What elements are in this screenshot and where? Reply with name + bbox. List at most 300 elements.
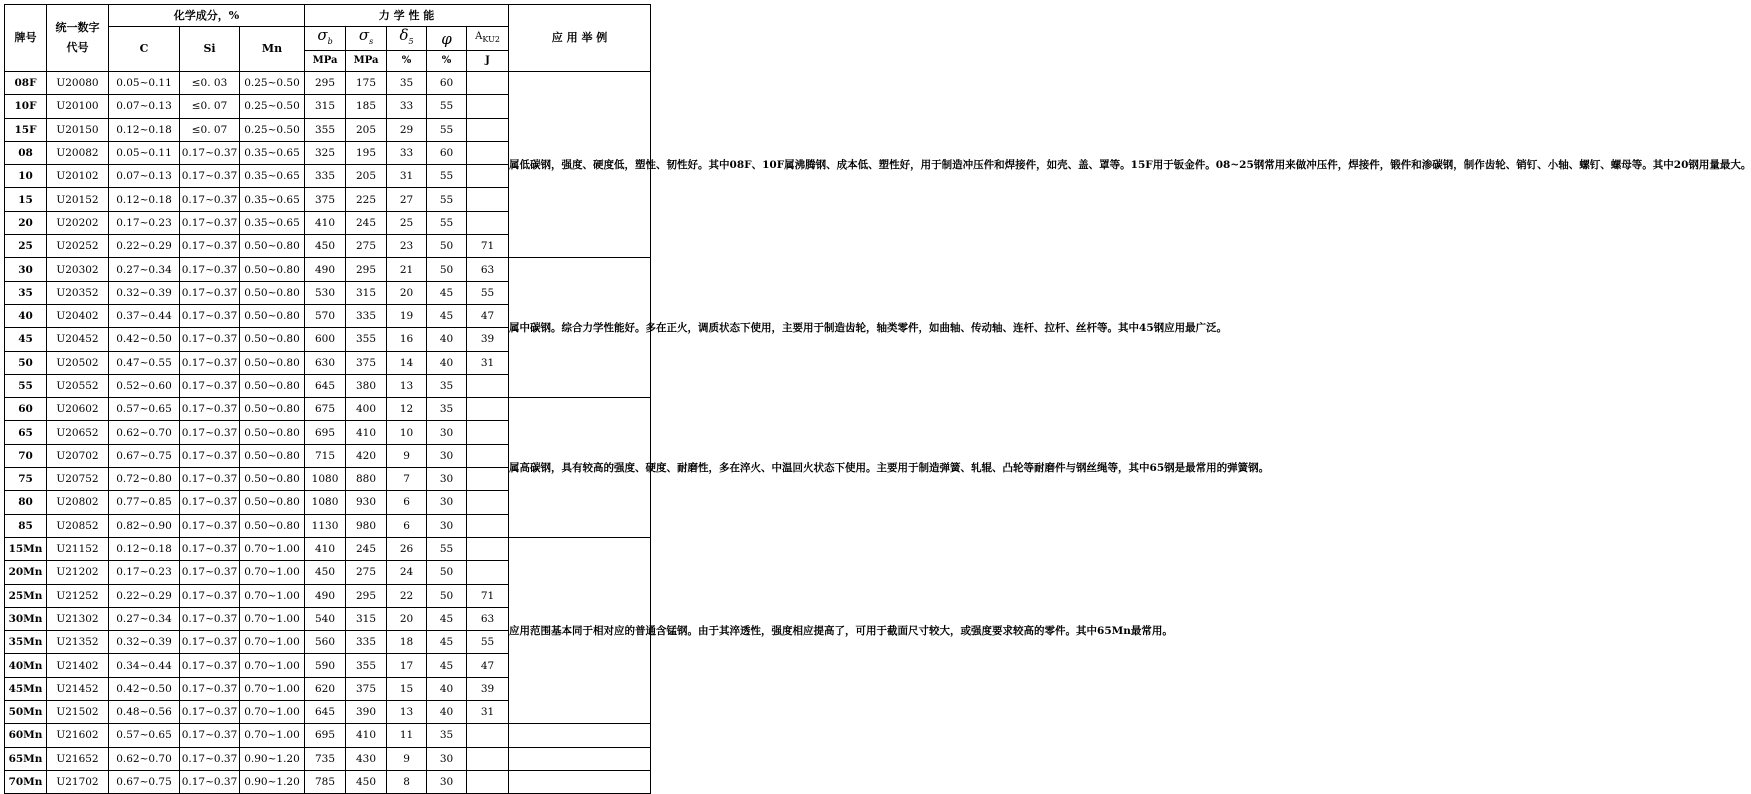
application-note: 应用范围基本同于相对应的普通含锰钢。由于其淬透性，强度相应提高了，可用于截面尺寸较大，或强度要求较高的零件。其中65Mn最常用。 (509, 537, 651, 723)
tensile-strength-cell: 1130 (305, 514, 346, 537)
grade-cell: 45 (5, 328, 47, 351)
elongation-cell: 6 (387, 514, 427, 537)
elongation-cell: 16 (387, 328, 427, 351)
carbon-cell: 0.37~0.44 (109, 304, 180, 327)
elongation-cell: 22 (387, 584, 427, 607)
carbon-cell: 0.07~0.13 (109, 95, 180, 118)
grade-cell: 08F (5, 72, 47, 95)
yield-strength-cell: 205 (346, 118, 387, 141)
elongation-cell: 24 (387, 561, 427, 584)
manganese-cell: 0.70~1.00 (240, 654, 305, 677)
reduction-of-area-cell: 55 (427, 95, 467, 118)
silicon-cell: 0.17~0.37 (180, 421, 240, 444)
carbon-cell: 0.82~0.90 (109, 514, 180, 537)
grade-cell: 08 (5, 141, 47, 164)
code-cell: U21702 (47, 770, 109, 793)
code-cell: U21202 (47, 561, 109, 584)
grade-cell: 30Mn (5, 607, 47, 630)
impact-energy-cell: 63 (467, 607, 509, 630)
silicon-cell: 0.17~0.37 (180, 351, 240, 374)
header-delta5: $\delta_5$ (387, 27, 427, 51)
silicon-cell: 0.17~0.37 (180, 537, 240, 560)
code-cell: U20402 (47, 304, 109, 327)
reduction-of-area-cell: 40 (427, 701, 467, 724)
silicon-cell: 0.17~0.37 (180, 770, 240, 793)
impact-energy-cell (467, 561, 509, 584)
grade-cell: 40 (5, 304, 47, 327)
carbon-cell: 0.72~0.80 (109, 468, 180, 491)
code-cell: U20100 (47, 95, 109, 118)
grade-cell: 85 (5, 514, 47, 537)
tensile-strength-cell: 695 (305, 421, 346, 444)
elongation-cell: 21 (387, 258, 427, 281)
reduction-of-area-cell: 40 (427, 351, 467, 374)
code-cell: U20252 (47, 235, 109, 258)
silicon-cell: 0.17~0.37 (180, 584, 240, 607)
table-row (5, 258, 651, 281)
code-cell: U21502 (47, 701, 109, 724)
carbon-cell: 0.57~0.65 (109, 724, 180, 747)
table-row (5, 724, 651, 747)
table-row (5, 398, 651, 421)
reduction-of-area-cell: 40 (427, 328, 467, 351)
grade-cell: 35Mn (5, 631, 47, 654)
tensile-strength-cell: 1080 (305, 491, 346, 514)
application-empty-cell (509, 747, 651, 770)
tensile-strength-cell: 355 (305, 118, 346, 141)
header-mechanical: 力 学 性 能 (305, 5, 509, 27)
reduction-of-area-cell: 55 (427, 118, 467, 141)
manganese-cell: 0.35~0.65 (240, 165, 305, 188)
tensile-strength-cell: 560 (305, 631, 346, 654)
elongation-cell: 33 (387, 95, 427, 118)
tensile-strength-cell: 645 (305, 374, 346, 397)
elongation-cell: 13 (387, 701, 427, 724)
grade-cell: 80 (5, 491, 47, 514)
elongation-cell: 19 (387, 304, 427, 327)
silicon-cell: 0.17~0.37 (180, 701, 240, 724)
elongation-cell: 23 (387, 235, 427, 258)
manganese-cell: 0.50~0.80 (240, 351, 305, 374)
elongation-cell: 18 (387, 631, 427, 654)
silicon-cell: 0.17~0.37 (180, 235, 240, 258)
impact-energy-cell (467, 188, 509, 211)
unit-sigma-b: MPa (305, 51, 346, 72)
manganese-cell: 0.35~0.65 (240, 211, 305, 234)
carbon-cell: 0.42~0.50 (109, 677, 180, 700)
header-grade: 牌号 (5, 5, 47, 72)
code-cell: U21652 (47, 747, 109, 770)
carbon-cell: 0.12~0.18 (109, 537, 180, 560)
yield-strength-cell: 450 (346, 770, 387, 793)
code-cell: U20202 (47, 211, 109, 234)
grade-cell: 15Mn (5, 537, 47, 560)
yield-strength-cell: 225 (346, 188, 387, 211)
carbon-cell: 0.27~0.34 (109, 258, 180, 281)
code-cell: U20752 (47, 468, 109, 491)
impact-energy-cell: 71 (467, 235, 509, 258)
yield-strength-cell: 375 (346, 677, 387, 700)
manganese-cell: 0.50~0.80 (240, 398, 305, 421)
yield-strength-cell: 420 (346, 444, 387, 467)
yield-strength-cell: 375 (346, 351, 387, 374)
manganese-cell: 0.90~1.20 (240, 747, 305, 770)
grade-cell: 45Mn (5, 677, 47, 700)
yield-strength-cell: 880 (346, 468, 387, 491)
reduction-of-area-cell: 55 (427, 537, 467, 560)
silicon-cell: 0.17~0.37 (180, 374, 240, 397)
manganese-cell: 0.25~0.50 (240, 72, 305, 95)
reduction-of-area-cell: 35 (427, 724, 467, 747)
carbon-cell: 0.17~0.23 (109, 561, 180, 584)
manganese-cell: 0.25~0.50 (240, 118, 305, 141)
reduction-of-area-cell: 50 (427, 235, 467, 258)
yield-strength-cell: 410 (346, 421, 387, 444)
reduction-of-area-cell: 35 (427, 374, 467, 397)
table-row (5, 747, 651, 770)
tensile-strength-cell: 450 (305, 235, 346, 258)
silicon-cell: 0.17~0.37 (180, 398, 240, 421)
silicon-cell: 0.17~0.37 (180, 631, 240, 654)
manganese-cell: 0.50~0.80 (240, 235, 305, 258)
application-note: 属高碳钢，具有较高的强度、硬度、耐磨性，多在淬火、中温回火状态下使用。主要用于制造弹簧、轧辊、凸轮等耐磨件与钢丝绳等，其中65钢是最常用的弹簧钢。 (509, 398, 651, 538)
grade-cell: 10F (5, 95, 47, 118)
manganese-cell: 0.25~0.50 (240, 95, 305, 118)
carbon-cell: 0.17~0.23 (109, 211, 180, 234)
yield-strength-cell: 380 (346, 374, 387, 397)
code-cell: U20602 (47, 398, 109, 421)
silicon-cell: 0.17~0.37 (180, 328, 240, 351)
code-cell: U21402 (47, 654, 109, 677)
tensile-strength-cell: 315 (305, 95, 346, 118)
elongation-cell: 25 (387, 211, 427, 234)
manganese-cell: 0.50~0.80 (240, 304, 305, 327)
table-row (5, 537, 651, 560)
reduction-of-area-cell: 30 (427, 770, 467, 793)
code-cell: U20702 (47, 444, 109, 467)
silicon-cell: 0.17~0.37 (180, 514, 240, 537)
tensile-strength-cell: 785 (305, 770, 346, 793)
header-application: 应 用 举 例 (509, 5, 651, 72)
elongation-cell: 20 (387, 607, 427, 630)
silicon-cell: ≤0. 07 (180, 118, 240, 141)
carbon-cell: 0.27~0.34 (109, 607, 180, 630)
silicon-cell: 0.17~0.37 (180, 281, 240, 304)
grade-cell: 35 (5, 281, 47, 304)
code-cell: U21602 (47, 724, 109, 747)
yield-strength-cell: 430 (346, 747, 387, 770)
code-cell: U20852 (47, 514, 109, 537)
carbon-cell: 0.12~0.18 (109, 188, 180, 211)
manganese-cell: 0.90~1.20 (240, 770, 305, 793)
impact-energy-cell (467, 72, 509, 95)
impact-energy-cell: 39 (467, 328, 509, 351)
elongation-cell: 27 (387, 188, 427, 211)
grade-cell: 15F (5, 118, 47, 141)
code-cell: U20652 (47, 421, 109, 444)
impact-energy-cell: 55 (467, 631, 509, 654)
tensile-strength-cell: 410 (305, 537, 346, 560)
code-cell: U20552 (47, 374, 109, 397)
manganese-cell: 0.50~0.80 (240, 444, 305, 467)
reduction-of-area-cell: 45 (427, 654, 467, 677)
manganese-cell: 0.50~0.80 (240, 491, 305, 514)
yield-strength-cell: 295 (346, 258, 387, 281)
code-cell: U20502 (47, 351, 109, 374)
manganese-cell: 0.70~1.00 (240, 584, 305, 607)
reduction-of-area-cell: 50 (427, 258, 467, 281)
carbon-cell: 0.48~0.56 (109, 701, 180, 724)
reduction-of-area-cell: 60 (427, 141, 467, 164)
grade-cell: 50Mn (5, 701, 47, 724)
silicon-cell: 0.17~0.37 (180, 491, 240, 514)
carbon-cell: 0.52~0.60 (109, 374, 180, 397)
yield-strength-cell: 275 (346, 561, 387, 584)
elongation-cell: 31 (387, 165, 427, 188)
manganese-cell: 0.50~0.80 (240, 258, 305, 281)
code-cell: U20082 (47, 141, 109, 164)
manganese-cell: 0.70~1.00 (240, 631, 305, 654)
yield-strength-cell: 195 (346, 141, 387, 164)
impact-energy-cell: 55 (467, 281, 509, 304)
application-empty-cell (509, 724, 651, 747)
yield-strength-cell: 400 (346, 398, 387, 421)
table-body (5, 72, 1751, 794)
table-row (5, 770, 651, 793)
tensile-strength-cell: 620 (305, 677, 346, 700)
silicon-cell: 0.17~0.37 (180, 444, 240, 467)
impact-energy-cell (467, 118, 509, 141)
reduction-of-area-cell: 45 (427, 607, 467, 630)
grade-cell: 10 (5, 165, 47, 188)
code-cell: U20150 (47, 118, 109, 141)
carbon-cell: 0.42~0.50 (109, 328, 180, 351)
tensile-strength-cell: 295 (305, 72, 346, 95)
code-cell: U20152 (47, 188, 109, 211)
grade-cell: 55 (5, 374, 47, 397)
reduction-of-area-cell: 40 (427, 677, 467, 700)
silicon-cell: 0.17~0.37 (180, 747, 240, 770)
tensile-strength-cell: 590 (305, 654, 346, 677)
unit-aku: J (467, 51, 509, 72)
tensile-strength-cell: 450 (305, 561, 346, 584)
yield-strength-cell: 185 (346, 95, 387, 118)
elongation-cell: 8 (387, 770, 427, 793)
elongation-cell: 33 (387, 141, 427, 164)
carbon-cell: 0.62~0.70 (109, 747, 180, 770)
grade-cell: 65Mn (5, 747, 47, 770)
silicon-cell: ≤0. 03 (180, 72, 240, 95)
yield-strength-cell: 315 (346, 607, 387, 630)
tensile-strength-cell: 570 (305, 304, 346, 327)
manganese-cell: 0.50~0.80 (240, 374, 305, 397)
header-aku: $A_{KU2}$ (467, 27, 509, 51)
reduction-of-area-cell: 30 (427, 421, 467, 444)
carbon-cell: 0.47~0.55 (109, 351, 180, 374)
application-note: 属中碳钢。综合力学性能好。多在正火，调质状态下使用，主要用于制造齿轮，轴类零件，如曲轴、传动轴、连杆、拉杆、丝杆等。其中45钢应用最广泛。 (509, 258, 651, 398)
tensile-strength-cell: 695 (305, 724, 346, 747)
elongation-cell: 14 (387, 351, 427, 374)
elongation-cell: 11 (387, 724, 427, 747)
yield-strength-cell: 315 (346, 281, 387, 304)
tensile-strength-cell: 600 (305, 328, 346, 351)
impact-energy-cell (467, 491, 509, 514)
impact-energy-cell (467, 141, 509, 164)
yield-strength-cell: 335 (346, 304, 387, 327)
elongation-cell: 10 (387, 421, 427, 444)
yield-strength-cell: 245 (346, 211, 387, 234)
elongation-cell: 20 (387, 281, 427, 304)
impact-energy-cell (467, 421, 509, 444)
impact-energy-cell: 39 (467, 677, 509, 700)
carbon-cell: 0.22~0.29 (109, 584, 180, 607)
code-cell: U20802 (47, 491, 109, 514)
carbon-cell: 0.05~0.11 (109, 141, 180, 164)
code-cell: U21302 (47, 607, 109, 630)
tensile-strength-cell: 540 (305, 607, 346, 630)
elongation-cell: 12 (387, 398, 427, 421)
reduction-of-area-cell: 45 (427, 281, 467, 304)
yield-strength-cell: 980 (346, 514, 387, 537)
reduction-of-area-cell: 45 (427, 631, 467, 654)
yield-strength-cell: 410 (346, 724, 387, 747)
grade-cell: 60 (5, 398, 47, 421)
carbon-cell: 0.62~0.70 (109, 421, 180, 444)
carbon-cell: 0.05~0.11 (109, 72, 180, 95)
grade-cell: 65 (5, 421, 47, 444)
reduction-of-area-cell: 30 (427, 514, 467, 537)
grade-cell: 15 (5, 188, 47, 211)
impact-energy-cell (467, 770, 509, 793)
manganese-cell: 0.35~0.65 (240, 141, 305, 164)
elongation-cell: 9 (387, 444, 427, 467)
tensile-strength-cell: 715 (305, 444, 346, 467)
tensile-strength-cell: 675 (305, 398, 346, 421)
header-sigma-b: $\sigma_b$ (305, 27, 346, 51)
header-chemistry: 化学成分，% (109, 5, 305, 27)
code-cell: U20080 (47, 72, 109, 95)
code-cell: U20452 (47, 328, 109, 351)
silicon-cell: 0.17~0.37 (180, 165, 240, 188)
grade-cell: 70 (5, 444, 47, 467)
silicon-cell: ≤0. 07 (180, 95, 240, 118)
reduction-of-area-cell: 45 (427, 304, 467, 327)
yield-strength-cell: 335 (346, 631, 387, 654)
yield-strength-cell: 930 (346, 491, 387, 514)
manganese-cell: 0.50~0.80 (240, 328, 305, 351)
yield-strength-cell: 355 (346, 654, 387, 677)
carbon-cell: 0.77~0.85 (109, 491, 180, 514)
impact-energy-cell (467, 514, 509, 537)
manganese-cell: 0.50~0.80 (240, 281, 305, 304)
code-cell: U21352 (47, 631, 109, 654)
manganese-cell: 0.35~0.65 (240, 188, 305, 211)
silicon-cell: 0.17~0.37 (180, 654, 240, 677)
code-cell: U20102 (47, 165, 109, 188)
unit-sigma-s: MPa (346, 51, 387, 72)
elongation-cell: 15 (387, 677, 427, 700)
manganese-cell: 0.50~0.80 (240, 514, 305, 537)
tensile-strength-cell: 530 (305, 281, 346, 304)
elongation-cell: 9 (387, 747, 427, 770)
impact-energy-cell (467, 724, 509, 747)
silicon-cell: 0.17~0.37 (180, 607, 240, 630)
grade-cell: 25Mn (5, 584, 47, 607)
code-cell: U21252 (47, 584, 109, 607)
yield-strength-cell: 205 (346, 165, 387, 188)
impact-energy-cell: 47 (467, 304, 509, 327)
reduction-of-area-cell: 55 (427, 165, 467, 188)
elongation-cell: 29 (387, 118, 427, 141)
tensile-strength-cell: 1080 (305, 468, 346, 491)
impact-energy-cell: 63 (467, 258, 509, 281)
application-note: 属低碳钢，强度、硬度低，塑性、韧性好。其中08F、10F属沸腾钢、成本低、塑性好，用于制造冲压件和焊接件，如壳、盖、罩等。15F用于钣金件。08~25钢常用来做冲压件，焊接件，锻件和渗碳钢，制作齿轮、销钉、小轴、螺钉、螺母等。其中20钢用量最大。 (509, 72, 651, 258)
reduction-of-area-cell: 55 (427, 188, 467, 211)
manganese-cell: 0.70~1.00 (240, 724, 305, 747)
silicon-cell: 0.17~0.37 (180, 561, 240, 584)
grade-cell: 60Mn (5, 724, 47, 747)
unit-phi: % (427, 51, 467, 72)
tensile-strength-cell: 490 (305, 258, 346, 281)
carbon-cell: 0.57~0.65 (109, 398, 180, 421)
code-cell: U21452 (47, 677, 109, 700)
code-cell: U20352 (47, 281, 109, 304)
manganese-cell: 0.70~1.00 (240, 607, 305, 630)
reduction-of-area-cell: 60 (427, 72, 467, 95)
tensile-strength-cell: 410 (305, 211, 346, 234)
application-empty-cell (509, 770, 651, 793)
silicon-cell: 0.17~0.37 (180, 188, 240, 211)
carbon-cell: 0.34~0.44 (109, 654, 180, 677)
silicon-cell: 0.17~0.37 (180, 724, 240, 747)
header-code: 统一数字代号 (47, 5, 109, 72)
header-sigma-s: $\sigma_s$ (346, 27, 387, 51)
tensile-strength-cell: 735 (305, 747, 346, 770)
yield-strength-cell: 355 (346, 328, 387, 351)
code-cell: U21152 (47, 537, 109, 560)
silicon-cell: 0.17~0.37 (180, 258, 240, 281)
manganese-cell: 0.50~0.80 (240, 421, 305, 444)
impact-energy-cell (467, 468, 509, 491)
steel-properties-table (4, 4, 1751, 794)
impact-energy-cell: 31 (467, 351, 509, 374)
yield-strength-cell: 275 (346, 235, 387, 258)
impact-energy-cell (467, 747, 509, 770)
silicon-cell: 0.17~0.37 (180, 677, 240, 700)
tensile-strength-cell: 490 (305, 584, 346, 607)
grade-cell: 75 (5, 468, 47, 491)
manganese-cell: 0.70~1.00 (240, 701, 305, 724)
impact-energy-cell (467, 398, 509, 421)
header-c: C (109, 27, 180, 72)
carbon-cell: 0.32~0.39 (109, 631, 180, 654)
yield-strength-cell: 245 (346, 537, 387, 560)
impact-energy-cell (467, 95, 509, 118)
header-phi: φ (427, 27, 467, 51)
elongation-cell: 6 (387, 491, 427, 514)
manganese-cell: 0.70~1.00 (240, 537, 305, 560)
header-si: Si (180, 27, 240, 72)
impact-energy-cell (467, 444, 509, 467)
yield-strength-cell: 175 (346, 72, 387, 95)
tensile-strength-cell: 325 (305, 141, 346, 164)
elongation-cell: 7 (387, 468, 427, 491)
impact-energy-cell: 31 (467, 701, 509, 724)
impact-energy-cell: 71 (467, 584, 509, 607)
tensile-strength-cell: 375 (305, 188, 346, 211)
impact-energy-cell (467, 537, 509, 560)
manganese-cell: 0.70~1.00 (240, 677, 305, 700)
